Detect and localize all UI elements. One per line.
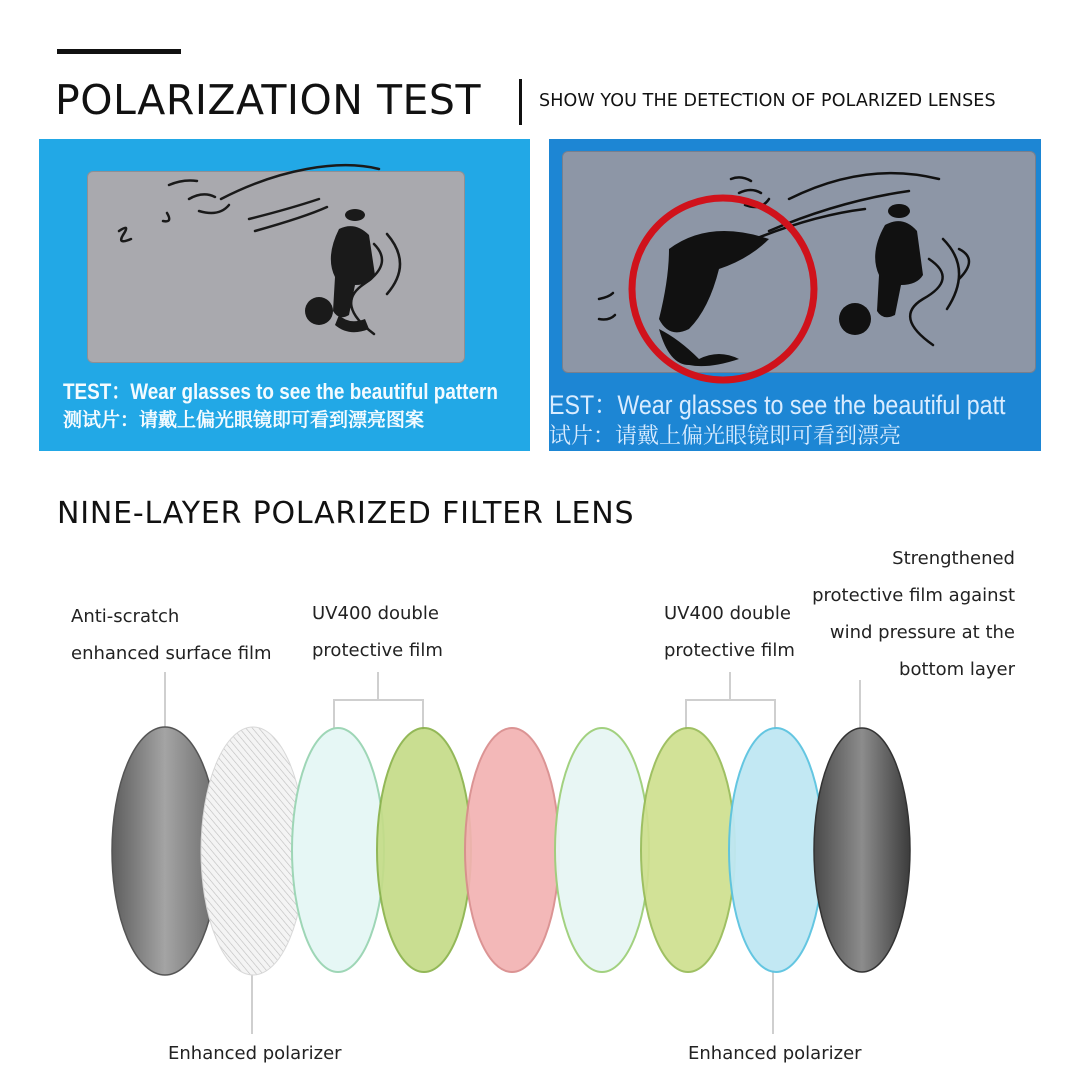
- label-uv400-right: UV400 double protective film: [664, 603, 795, 661]
- lens-layer-3-uv400: [292, 728, 384, 972]
- label-uv400-left: UV400 double protective film: [312, 603, 443, 661]
- label-enhanced-polarizer-left: Enhanced polarizer: [168, 1043, 342, 1064]
- caption-english: EST：Wear glasses to see the beautiful patt: [549, 390, 1006, 420]
- lens-layer-5: [465, 728, 559, 972]
- label-strengthened-film: Strengthened protective film against wind pressure at the bottom layer: [812, 548, 1015, 680]
- lens-layer-8-polarizer: [729, 728, 823, 972]
- caption-chinese: 测试片：请戴上偏光眼镜即可看到漂亮图案: [63, 409, 425, 431]
- caption-chinese: 试片：请戴上偏光眼镜即可看到漂亮: [549, 424, 902, 449]
- page-title: POLARIZATION TEST: [55, 76, 481, 124]
- lens-layer-4-uv400: [377, 728, 471, 972]
- section-title: NINE-LAYER POLARIZED FILTER LENS: [57, 496, 635, 531]
- caption-english: TEST：Wear glasses to see the beautiful pattern: [63, 379, 498, 404]
- lens-layer-7-uv400: [641, 728, 735, 972]
- lens-layer-6: [555, 728, 649, 972]
- lens-layer-2-polarizer: [201, 727, 305, 975]
- page-subtitle: SHOW YOU THE DETECTION OF POLARIZED LENSES: [539, 91, 996, 111]
- lens-layer-9-strengthened: [814, 728, 910, 972]
- label-enhanced-polarizer-right: Enhanced polarizer: [688, 1043, 862, 1064]
- label-anti-scratch: Anti-scratch enhanced surface film: [71, 606, 272, 664]
